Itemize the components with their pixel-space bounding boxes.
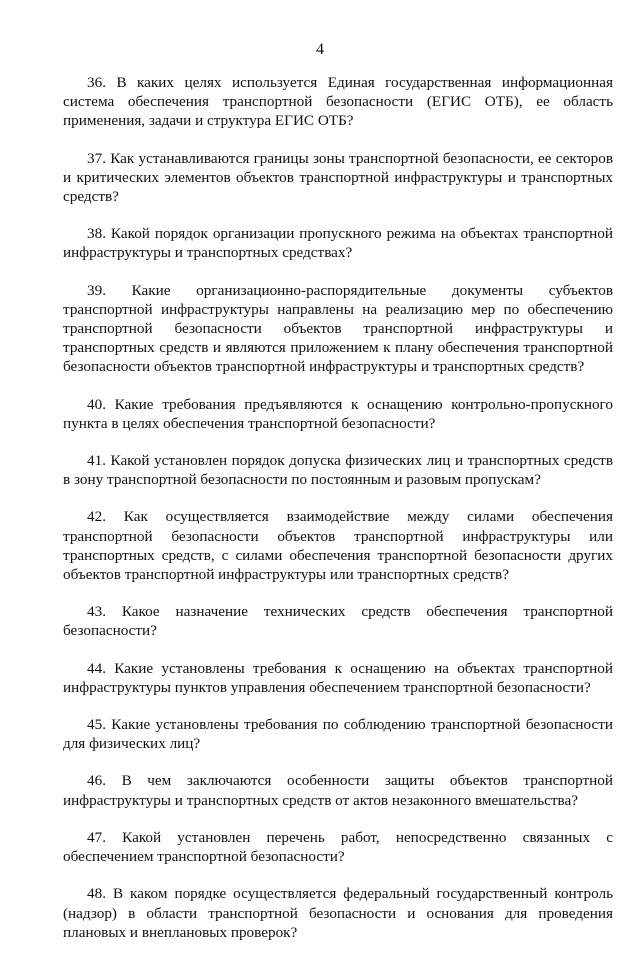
- question-47: 47. Какой установлен перечень работ, непосредственно связанных с обеспечением транспортной безопасности?: [63, 828, 613, 866]
- question-40: 40. Какие требования предъявляются к оснащению контрольно-пропускного пункта в целях обеспечения транспортной безопасности?: [63, 395, 613, 432]
- question-38: 38. Какой порядок организации пропускного режима на объектах транспортной инфраструктуры и транспортных средствах?: [63, 225, 613, 262]
- question-39: 39. Какие организационно-распорядительные документы субъектов транспортной инфраструктуры направлены на реализацию мер по обеспечению транспортной безопасности объектов транспортной инфраструктуры и транспортных средств и являются приложением к плану обеспечения транспортной безопасности объектов транспортной инфраструктуры и транспортных средств?: [63, 281, 613, 376]
- question-42: 42. Как осуществляется взаимодействие между силами обеспечения транспортной безопасности объектов транспортной инфраструктуры или транспортных средств, с силами обеспечения транспортной безопасности других объектов транспортной инфраструктуры или транспортных средств?: [63, 508, 613, 584]
- question-43: 43. Какое назначение технических средств обеспечения транспортной безопасности?: [63, 603, 613, 640]
- question-41: 41. Какой установлен порядок допуска физических лиц и транспортных средств в зону транспортной безопасности по постоянным и разовым пропускам?: [63, 452, 613, 489]
- question-46: 46. В чем заключаются особенности защиты объектов транспортной инфраструктуры и транспортных средств от актов незаконного вмешательства?: [63, 772, 613, 809]
- question-48: 48. В каком порядке осуществляется федеральный государственный контроль (надзор) в области транспортной безопасности и основания для проведения плановых и внеплановых проверок?: [63, 885, 613, 941]
- question-44: 44. Какие установлены требования к оснащению на объектах транспортной инфраструктуры пунктов управления обеспечением транспортной безопасности?: [63, 659, 613, 696]
- question-45: 45. Какие установлены требования по соблюдению транспортной безопасности для физических лиц?: [63, 716, 613, 753]
- question-37: 37. Как устанавливаются границы зоны транспортной безопасности, ее секторов и критических элементов объектов транспортной инфраструктуры и транспортных средств?: [63, 149, 613, 206]
- page-number: 4: [316, 41, 324, 58]
- question-36: 36. В каких целях используется Единая государственная информационная система обеспечения транспортной безопасности (ЕГИС ОТБ), ее область применения, задачи и структура ЕГИС ОТБ?: [63, 74, 613, 130]
- question-list: [63, 73, 613, 960]
